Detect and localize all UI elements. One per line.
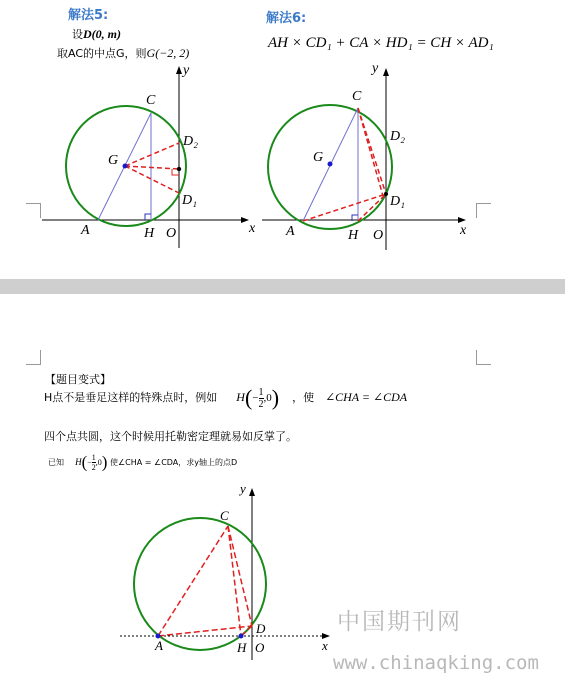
variant-small-zero: ,0 xyxy=(95,458,102,467)
fig3-label-H: H xyxy=(237,640,247,655)
fig3-dash-CH xyxy=(228,526,241,636)
method5-line2-expr: G(−2, 2) xyxy=(146,46,190,60)
fig2-label-H: H xyxy=(348,228,359,243)
variant-line1-zero: ,0 xyxy=(263,392,272,404)
fig2-label-D1: D₁ xyxy=(390,194,405,209)
variant-small-mid: 使∠CHA = ∠CDA，求y轴上的点D xyxy=(110,458,238,467)
variant-line1-neg: − xyxy=(252,392,259,404)
fig2-label-A: A xyxy=(286,224,295,239)
fig3-dash-AD xyxy=(158,626,252,636)
variant-small-neg: − xyxy=(87,458,92,467)
variant-small-line: 已知 H(− $\frac{1}{2}$ ,0) 使∠CHA = ∠CDA，求y轴上的点D xyxy=(48,452,238,472)
method5-title: 解法5: xyxy=(68,8,109,23)
fig1-label-O: O xyxy=(166,226,177,241)
fig3-label-D: D xyxy=(256,621,266,636)
variant-small-frac-num: 1 xyxy=(91,453,96,462)
fig3-label-x: x xyxy=(322,638,328,653)
fig1-label-D1: D₁ xyxy=(182,193,197,208)
fig1-label-D2: D₂ xyxy=(183,134,198,149)
fig1-label-x: x xyxy=(249,221,256,236)
variant-small-frac-den: 2 xyxy=(91,463,96,472)
fig3-label-y: y xyxy=(240,481,246,496)
fig2-label-D2: D₂ xyxy=(390,129,405,144)
method6-title: 解法6: xyxy=(266,11,307,26)
fig2-label-G: G xyxy=(313,150,324,165)
method6-formula: AH × CD₁ + CA × HD₁ = CH × AD₁ xyxy=(268,35,494,51)
fig3-circle xyxy=(134,518,266,650)
method5-line1-prefix: 设 xyxy=(72,28,83,41)
fig2-label-x: x xyxy=(460,223,467,238)
fig1-label-y: y xyxy=(183,63,190,78)
watermark-url: www.chinaqking.com xyxy=(333,652,539,674)
fig3-dash-CD xyxy=(228,526,252,626)
fig1-label-H: H xyxy=(144,226,155,241)
fig2-label-y: y xyxy=(372,61,379,76)
fig3-label-A: A xyxy=(155,638,163,653)
fig3-label-O: O xyxy=(255,640,265,655)
variant-line1-H: H xyxy=(236,390,245,404)
variant-line2: 四个点共圆，这个时候用托勒密定理就易如反掌了。 xyxy=(44,430,297,443)
fig3-label-C: C xyxy=(220,508,229,523)
fig1-label-C: C xyxy=(146,93,156,108)
variant-line1-angle: ∠CHA = ∠CDA xyxy=(325,390,408,404)
variant-line1-text: H点不是垂足这样的特殊点时，例如 xyxy=(44,391,218,404)
fig1-label-A: A xyxy=(81,223,90,238)
variant-frac-num: 1 xyxy=(258,386,264,398)
fig3-dash-AC xyxy=(158,526,228,636)
fig2-label-C: C xyxy=(352,89,362,104)
variant-small-prefix: 已知 xyxy=(48,458,64,467)
variant-small-H: H xyxy=(75,457,82,467)
fig3-y-arrow xyxy=(249,488,255,496)
method5-line2-text: 取AC的中点G，则 xyxy=(57,47,147,60)
fig3-point-H xyxy=(239,634,244,639)
fig2-label-O: O xyxy=(373,228,384,243)
fig1-label-G: G xyxy=(108,153,119,168)
method5-line1-expr: D(0, m) xyxy=(83,27,121,41)
variant-line1-mid: ，使 xyxy=(292,391,315,404)
variant-heading: 【题目变式】 xyxy=(45,373,111,386)
variant-line1: H点不是垂足这样的特殊点时，例如 H(− $\frac{1}{2}$ ,0) ，使 ∠CHA = ∠CDA xyxy=(44,385,408,410)
watermark-cn: 中国期刊网 xyxy=(337,609,462,634)
variant-frac-den: 2 xyxy=(258,398,264,410)
